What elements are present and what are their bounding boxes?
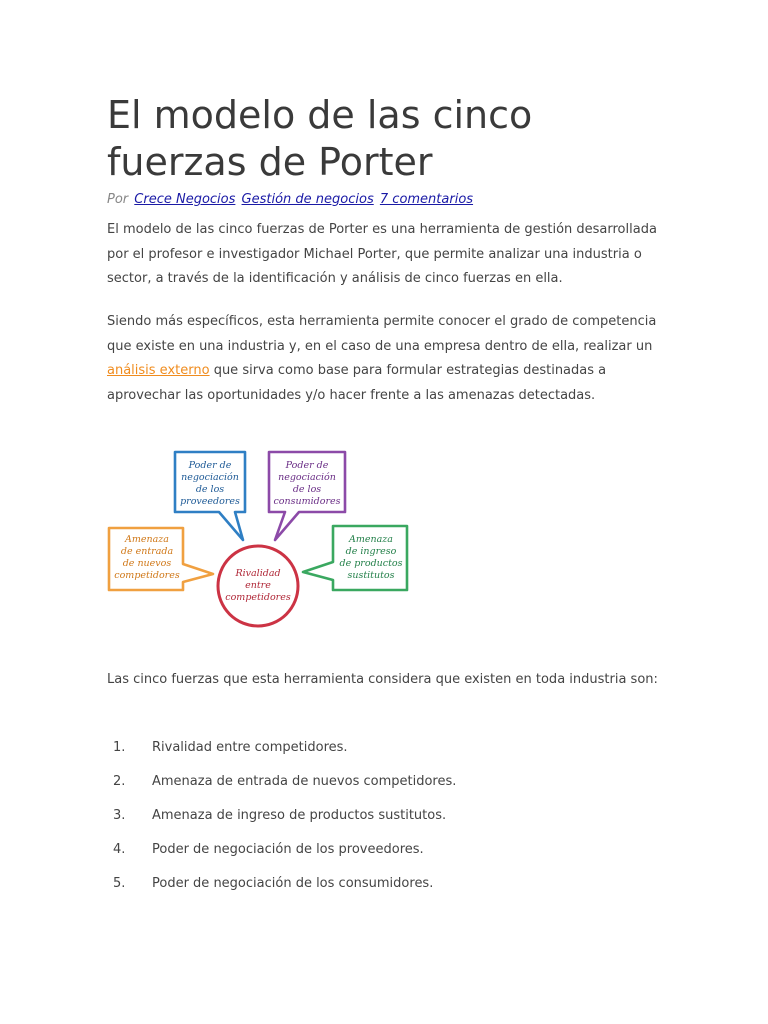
new-entrants-force-bubble <box>109 528 213 590</box>
suppliers-line-3: de los <box>195 484 225 495</box>
page-title <box>107 92 667 186</box>
list-item-number: 4. <box>113 842 126 857</box>
substitutes-line-2: de ingreso <box>345 546 397 557</box>
list-item-number: 1. <box>113 740 126 755</box>
new-entrants-line-4: competidores <box>114 570 180 581</box>
author-link[interactable]: Crece Negocios <box>134 192 236 207</box>
center-line-3: competidores <box>225 592 291 603</box>
suppliers-line-1: Poder de <box>188 460 232 471</box>
forces-list <box>107 736 667 906</box>
byline-prefix: Por <box>107 192 129 207</box>
center-line-1: Rivalidad <box>235 568 281 579</box>
title-line-2: fuerzas de Porter <box>107 140 433 184</box>
list-item <box>107 872 667 906</box>
consumers-line-3: de los <box>292 484 322 495</box>
list-item <box>107 770 667 804</box>
substitutes-line-3: de productos <box>339 558 403 569</box>
list-item <box>107 804 667 838</box>
forces-intro-paragraph: Las cinco fuerzas que esta herramienta considera que existen en toda industria son: <box>107 672 658 687</box>
detail-text-before: Siendo más específicos, esta herramienta permite conocer el grado de competencia que existe en una industria y, en el caso de una empresa dentro de ella, realizar un <box>107 314 657 354</box>
rivalry-center-circle <box>218 546 298 626</box>
center-line-2: entre <box>245 580 271 591</box>
suppliers-line-2: negociación <box>181 472 239 483</box>
list-item-number: 3. <box>113 808 126 823</box>
detail-text-after: que sirva como base para formular estrategias destinadas a aprovechar las oportunidades y/o hacer frente a las amenazas detectadas. <box>107 363 607 403</box>
list-item-text: Poder de negociación de los proveedores. <box>152 842 424 857</box>
list-item-number: 5. <box>113 876 126 891</box>
byline <box>107 192 473 207</box>
list-item <box>107 838 667 872</box>
external-analysis-link[interactable]: análisis externo <box>107 363 210 379</box>
consumers-line-2: negociación <box>278 472 336 483</box>
suppliers-force-bubble <box>175 452 245 540</box>
category-link[interactable]: Gestión de negocios <box>241 192 374 207</box>
new-entrants-line-1: Amenaza <box>125 534 169 545</box>
intro-paragraph: El modelo de las cinco fuerzas de Porter es una herramienta de gestión desarrollada por el profesor e investigador Michael Porter, que permite analizar una industria o sector, a través de la identificación y análisis de cinco fuerzas en ella. <box>107 222 657 287</box>
list-item <box>107 736 667 770</box>
list-item-text: Poder de negociación de los consumidores. <box>152 876 434 891</box>
new-entrants-line-3: de nuevos <box>122 558 172 569</box>
consumers-line-4: consumidores <box>273 496 341 507</box>
five-forces-diagram <box>107 440 412 635</box>
list-item-number: 2. <box>113 774 126 789</box>
substitutes-line-1: Amenaza <box>349 534 393 545</box>
substitutes-line-4: sustitutos <box>347 570 395 581</box>
detail-paragraph <box>107 310 667 408</box>
title-line-1: El modelo de las cinco <box>107 93 533 137</box>
substitutes-force-bubble <box>303 526 407 590</box>
comments-link[interactable]: 7 comentarios <box>379 192 474 207</box>
list-item-text: Amenaza de ingreso de productos sustitutos. <box>152 808 447 823</box>
consumers-line-1: Poder de <box>285 460 329 471</box>
list-item-text: Amenaza de entrada de nuevos competidores. <box>152 774 457 789</box>
list-item-text: Rivalidad entre competidores. <box>152 740 348 755</box>
new-entrants-line-2: de entrada <box>120 546 174 557</box>
suppliers-line-4: proveedores <box>180 496 240 507</box>
